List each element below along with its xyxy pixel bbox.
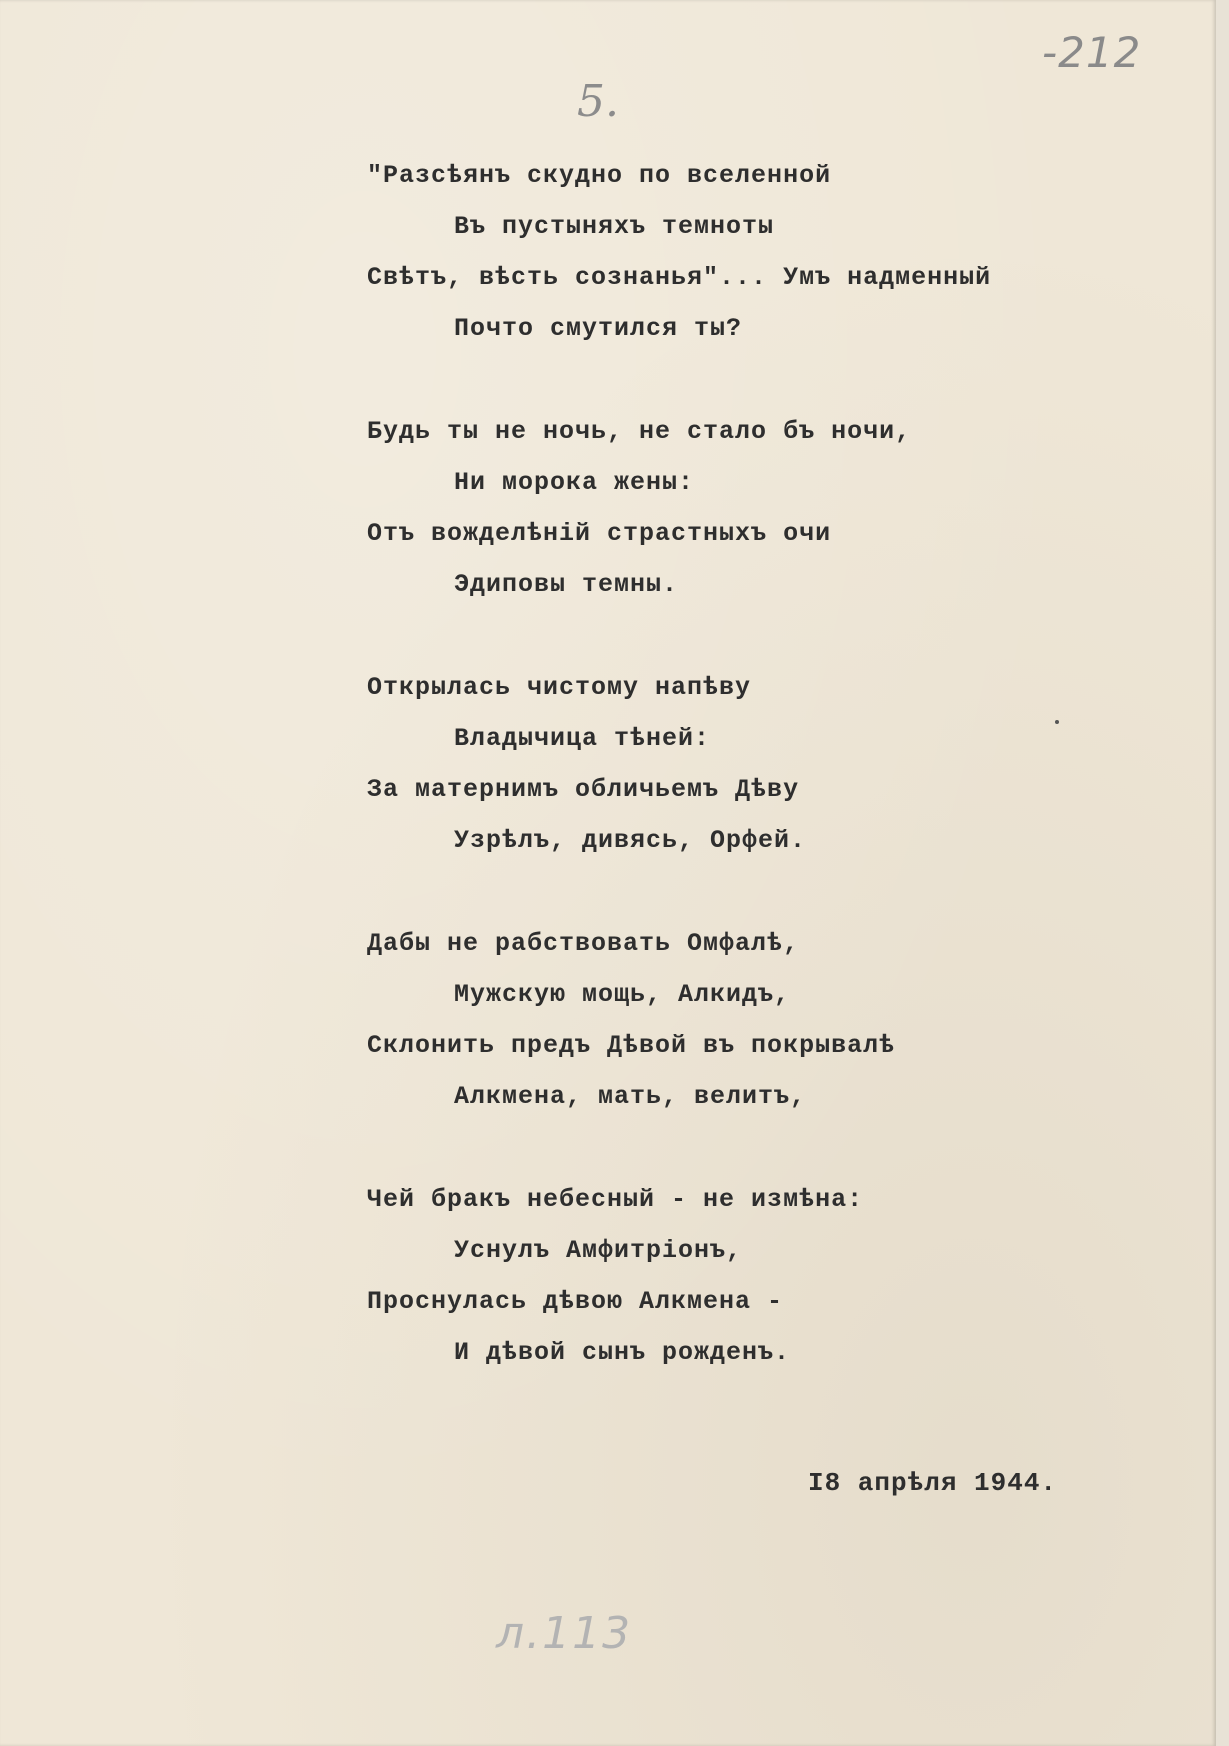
verse-line: Алкмена, мать, велитъ,	[454, 1082, 807, 1111]
verse-line: Почто смутился ты?	[454, 314, 743, 343]
verse-line: Будь ты не ночь, не стало бъ ночи,	[367, 417, 912, 446]
folio-number: -212	[1042, 28, 1142, 77]
verse-line: Владычица тѣней:	[454, 724, 711, 753]
poem-date: I8 апрѣля 1944.	[808, 1468, 1058, 1498]
verse-line: И дѣвой сынъ рожденъ.	[454, 1338, 791, 1367]
verse-line: Въ пустыняхъ темноты	[454, 212, 775, 241]
verse-line: За матернимъ обличьемъ Дѣву	[367, 775, 800, 804]
verse-line: Открылась чистому напѣву	[367, 673, 752, 702]
stanza	[367, 1174, 1067, 1378]
stanza	[367, 662, 1067, 866]
verse-line: Уснулъ Амфитріонъ,	[454, 1236, 743, 1265]
verse-line: Дабы не рабствовать Омфалѣ,	[367, 929, 800, 958]
page-number: 5.	[577, 76, 619, 127]
verse-line: Мужскую мощь, Алкидъ,	[454, 980, 791, 1009]
verse-line: Эдиповы темны.	[454, 570, 679, 599]
poem-body	[367, 150, 1067, 1430]
verse-line: Свѣтъ, вѣсть сознанья"... Умъ надменный	[367, 263, 992, 292]
verse-line: "Разсѣянъ скудно по вселенной	[367, 161, 832, 190]
archive-sheet-mark: л.113	[496, 1608, 633, 1659]
verse-line: Отъ вожделѣній страстныхъ очи	[367, 519, 832, 548]
verse-line: Узрѣлъ, дивясь, Орфей.	[454, 826, 807, 855]
ink-speck	[1055, 720, 1059, 724]
stanza	[367, 406, 1067, 610]
verse-line: Ни морока жены:	[454, 468, 695, 497]
scan-edge	[1216, 0, 1229, 1746]
verse-line: Чей бракъ небесный - не измѣна:	[367, 1185, 864, 1214]
stanza	[367, 150, 1067, 354]
stanza	[367, 918, 1067, 1122]
verse-line: Проснулась дѣвою Алкмена -	[367, 1287, 784, 1316]
verse-line: Склонить предъ Дѣвой въ покрывалѣ	[367, 1031, 896, 1060]
